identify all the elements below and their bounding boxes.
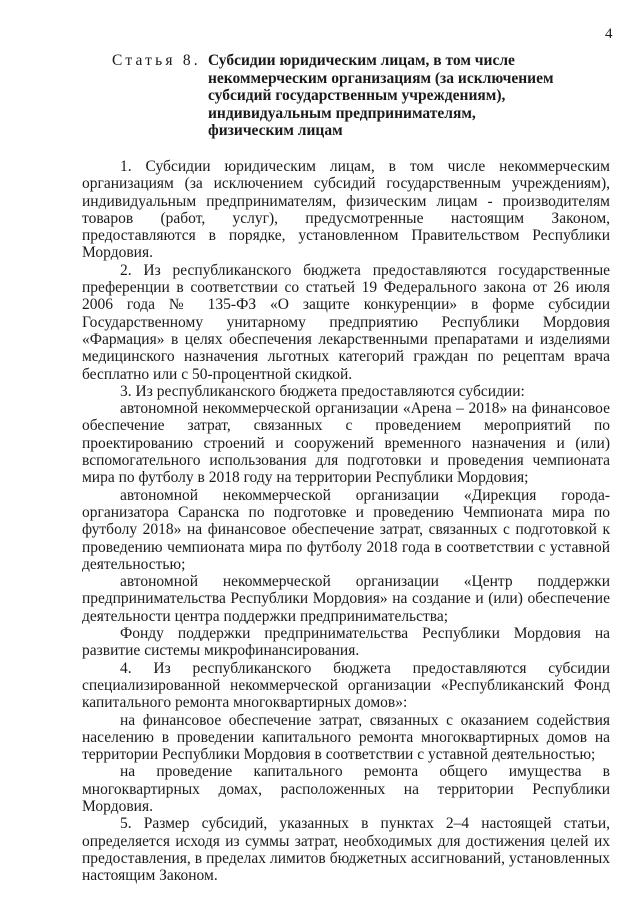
paragraph-4-assistance: на финансовое обеспечение затрат, связанных с оказанием содействия населению в проведении капитального ремонта многоквартирных домов на территории Республики Мордовия в соответствии с уставной деятельностью; [82,711,610,764]
paragraph-3-business-center: автономной некоммерческой организации «Центр поддержки предпринимательства Республики Мордовия» на создание и (или) обеспечение деятельности центра поддержки предпринимательства; [82,573,610,625]
paragraph-1: 1. Субсидии юридическим лицам, в том числе некоммерческим организациям (за исключением субсидий государственным учреждениям), индивидуальным предпринимателям, физическим лицам - производителям товаров (работ, услуг), предусмотренные настоящим Законом, предоставляются в порядке, установленном Правительством Республики Мордовия. [82,158,610,262]
article-label: Статья 8. [112,52,201,69]
paragraph-3-arena: автономной некоммерческой организации «Арена – 2018» на финансовое обеспечение затрат, связанных с проведением мероприятий по проектированию строений и сооружений временного назначения и (или) вспомогательного использования для подготовки и проведения чемпионата мира по футболу в 2018 году на территории Республики Мордовия; [82,400,610,487]
article-body [82,158,610,884]
paragraph-5: 5. Размер субсидий, указанных в пунктах 2–4 настоящей статьи, определяется исходя из суммы затрат, необходимых для достижения целей их предоставления, в пределах лимитов бюджетных ассигнований, установленных настоящим Законом. [82,815,610,885]
paragraph-3-fund: Фонду поддержки предпринимательства Республики Мордовия на развитие системы микрофинансирования. [82,625,610,660]
paragraph-2: 2. Из республиканского бюджета предоставляются государственные преференции в соответствии со статьей 19 Федерального закона от 26 июля 2006 года № 135-ФЗ «О защите конкуренции» в форме субсидии Государственному унитарному предприятию Республики Мордовия «Фармация» в целях обеспечения лекарственными препаратами и изделиями медицинского назначения льготных категорий граждан по рецептам врача бесплатно или с 50-процентной скидкой. [82,261,610,383]
page-number: 4 [605,26,613,42]
paragraph-4-repair: на проведение капитального ремонта общего имущества в многоквартирных домах, расположенных на территории Республики Мордовия. [82,763,610,815]
article-title: Субсидии юридическим лицам, в том числе некоммерческим организациям (за исключением субсидий государственным учреждениям), индивидуальным предпринимателям, физическим лицам [208,52,554,139]
paragraph-4: 4. Из республиканского бюджета предоставляются субсидии специализированной некоммерческой организации «Республиканский Фонд капитального ремонта многоквартирных домов»: [82,659,610,712]
paragraph-3: 3. Из республиканского бюджета предоставляются субсидии: [120,382,525,400]
article-heading [112,52,592,140]
paragraph-3-directorate: автономной некоммерческой организации «Дирекция города-организатора Саранска по подготовке и проведению Чемпионата мира по футболу 2018» на финансовое обеспечение затрат, связанных с подготовкой к проведению чемпионата мира по футболу 2018 года в соответствии с уставной деятельностью; [82,486,610,573]
